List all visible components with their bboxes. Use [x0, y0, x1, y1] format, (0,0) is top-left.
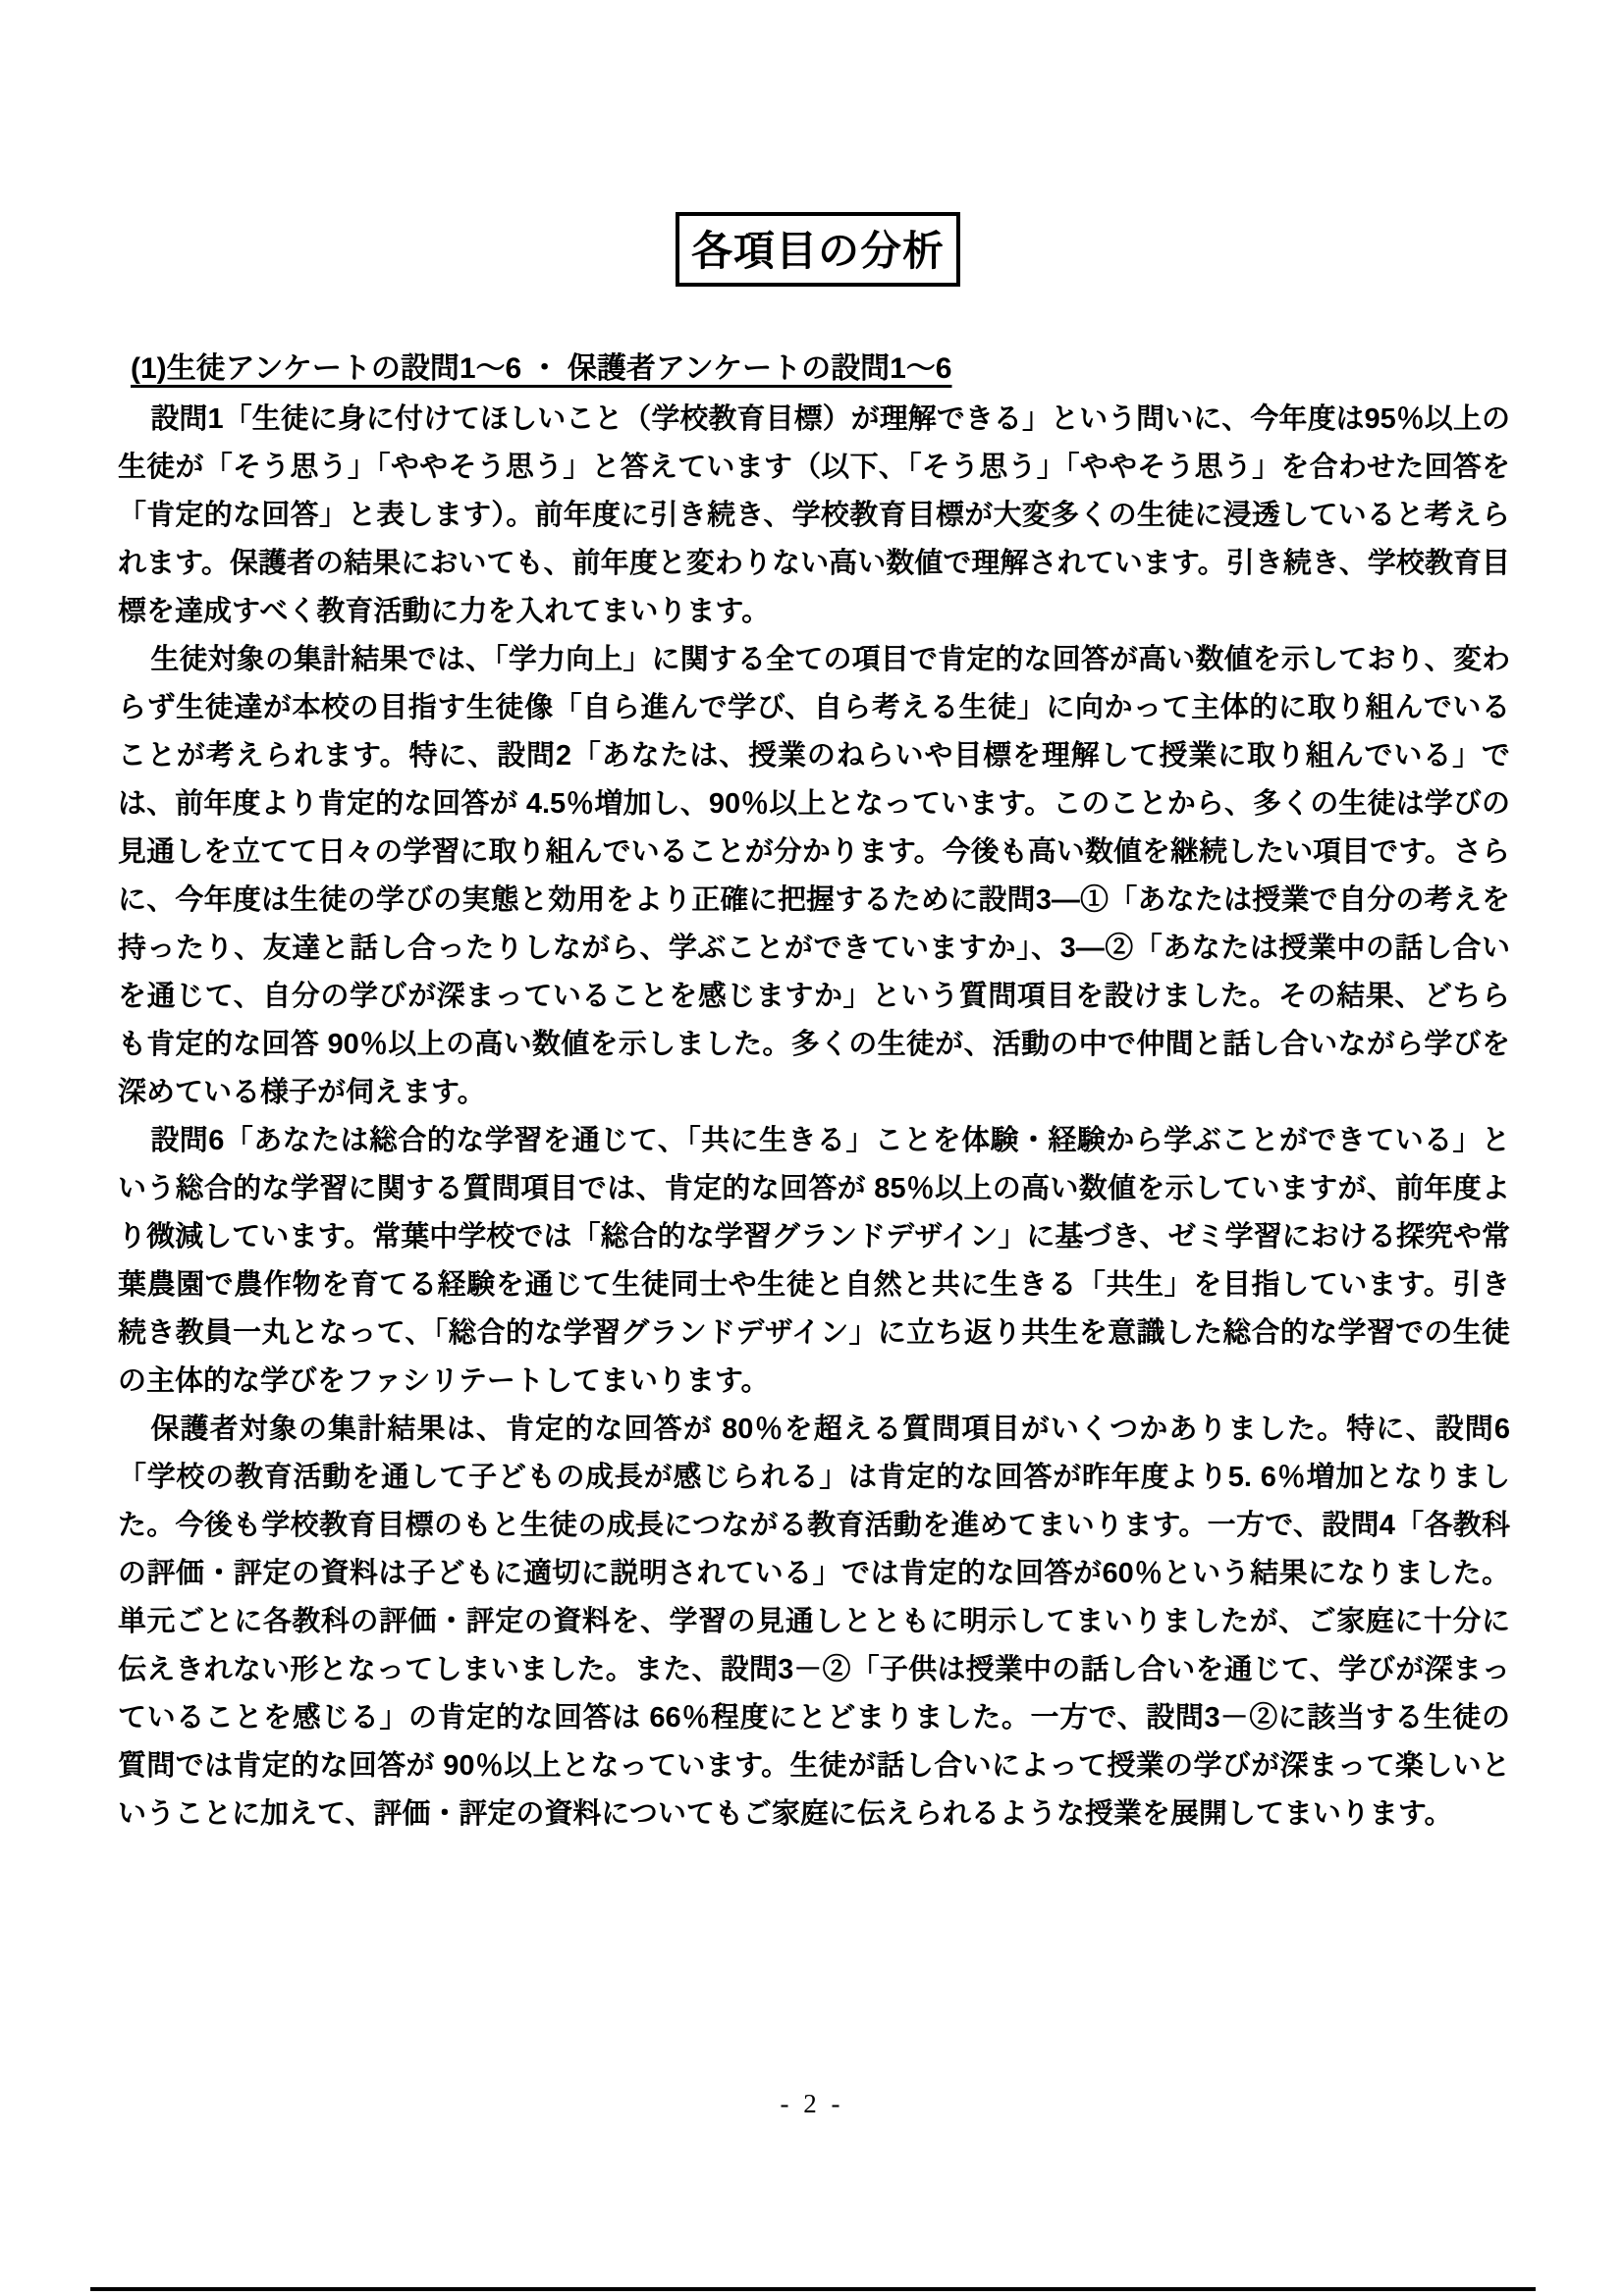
section-heading: (1)生徒アンケートの設問1～6 ・ 保護者アンケートの設問1～6: [131, 352, 952, 385]
body-paragraph: 設問1「生徒に身に付けてほしいこと（学校教育目標）が理解できる」という問いに、今年度は95％以上の生徒が「そう思う」「ややそう思う」と答えています（以下、「そう思う」「ややそう思う」を合わせた回答を「肯定的な回答」と表します）。前年度に引き続き、学校教育目標が大変多くの生徒に浸透していると考えられます。保護者の結果においても、前年度と変わりない高い数値で理解されています。引き続き、学校教育目標を達成すべく教育活動に力を入れてまいります。: [118, 403, 1510, 627]
page-title: 各項目の分析: [676, 212, 960, 287]
body-text-block: [118, 396, 1510, 1839]
body-paragraph: 生徒対象の集計結果では、「学力向上」に関する全ての項目で肯定的な回答が高い数値を示しており、変わらず生徒達が本校の目指す生徒像「自ら進んで学び、自ら考える生徒」に向かって主体的に取り組んでいることが考えられます。特に、設問2「あなたは、授業のねらいや目標を理解して授業に取り組んでいる」では、前年度より肯定的な回答が 4.5％増加し、90％以上となっています。このことから、多くの生徒は学びの見通しを立てて日々の学習に取り組んでいることが分かります。今後も高い数値を継続したい項目です。さらに、今年度は生徒の学びの実態と効用をより正確に把握するために設問3―①「あなたは授業で自分の考えを持ったり、友達と話し合ったりしながら、学ぶことができていますか」、3―②「あなたは授業中の話し合いを通じて、自分の学びが深まっていることを感じますか」という質問項目を設けました。その結果、どちらも肯定的な回答 90％以上の高い数値を示しました。多くの生徒が、活動の中で仲間と話し合いながら学びを深めている様子が伺えます。: [118, 644, 1510, 1108]
page-number: - 2 -: [780, 2089, 844, 2118]
body-paragraph: 設問6「あなたは総合的な学習を通じて、「共に生きる」ことを体験・経験から学ぶことができている」という総合的な学習に関する質問項目では、肯定的な回答が 85％以上の高い数値を示していますが、前年度より微減しています。常葉中学校では「総合的な学習グランドデザイン」に基づき、ゼミ学習における探究や常葉農園で農作物を育てる経験を通じて生徒同士や生徒と自然と共に生きる「共生」を目指しています。引き続き教員一丸となって、「総合的な学習グランドデザイン」に立ち返り共生を意識した総合的な学習での生徒の主体的な学びをファシリテートしてまいります。: [118, 1125, 1510, 1397]
page-bottom-border: [90, 2287, 1536, 2291]
body-paragraph: 保護者対象の集計結果は、肯定的な回答が 80％を超える質問項目がいくつかありました。特に、設問6「学校の教育活動を通して子どもの成長が感じられる」は肯定的な回答が昨年度より5. 6％増加となりました。今後も学校教育目標のもと生徒の成長につながる教育活動を進めてまいります。一方で、設問4「各教科の評価・評定の資料は子どもに適切に説明されている」では肯定的な回答が60％という結果になりました。単元ごとに各教科の評価・評定の資料を、学習の見通しとともに明示してまいりましたが、ご家庭に十分に伝えきれない形となってしまいました。また、設問3－②「子供は授業中の話し合いを通じて、学びが深まっていることを感じる」の肯定的な回答は 66％程度にとどまりました。一方で、設問3－②に該当する生徒の質問では肯定的な回答が 90％以上となっています。生徒が話し合いによって授業の学びが深まって楽しいということに加えて、評価・評定の資料についてもご家庭に伝えられるような授業を展開してまいります。: [118, 1414, 1510, 1830]
